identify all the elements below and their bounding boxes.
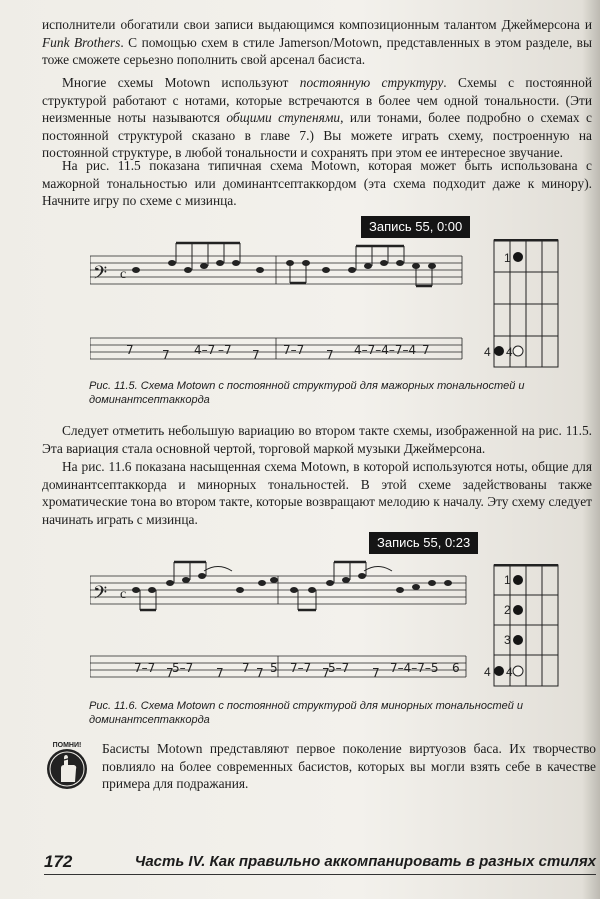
svg-text:ПОМНИ!: ПОМНИ! xyxy=(52,742,82,749)
footer-rule xyxy=(44,874,596,875)
svg-text:7: 7 xyxy=(252,348,260,362)
svg-text:3: 3 xyxy=(504,633,511,647)
svg-text:7–7: 7–7 xyxy=(283,343,305,357)
svg-text:7: 7 xyxy=(256,666,264,680)
svg-text:7: 7 xyxy=(326,348,334,362)
svg-text:𝄢: 𝄢 xyxy=(93,583,108,608)
svg-text:5: 5 xyxy=(270,661,278,675)
svg-text:7: 7 xyxy=(126,343,134,357)
paragraph-5: На рис. 11.6 показана насыщенная схема Motown, в которой используются ноты, общие для доминантсептаккорда и минорных тональностей. В этой схеме задействованы также хроматические тона во втором такте, которые возвращают мелодию к началу. Эту схему следует начинать играть с мизинца. xyxy=(42,459,592,527)
svg-text:4: 4 xyxy=(484,345,491,359)
paragraph-3: На рис. 11.5 показана типичная схема Motown, которая может быть использована с мажорной тональностью или доминантсептаккордом (эта схема подходит даже к минору). Начните игру по схеме с мизинца. xyxy=(42,158,592,209)
svg-text:1: 1 xyxy=(504,573,511,587)
svg-text:4–7–4–7–4: 4–7–4–7–4 xyxy=(354,343,417,357)
recording-label-2: Запись 55, 0:23 xyxy=(369,532,478,554)
svg-text:7: 7 xyxy=(162,348,170,362)
svg-text:c: c xyxy=(120,587,127,602)
svg-text:𝄢: 𝄢 xyxy=(93,263,108,288)
svg-text:7–4–7–5: 7–4–7–5 xyxy=(390,661,439,675)
svg-text:7–7: 7–7 xyxy=(290,661,312,675)
svg-text:7: 7 xyxy=(216,666,224,680)
remember-icon xyxy=(44,738,90,792)
remember-text: Басисты Motown представляют первое поколение виртуозов баса. Их творчество повлияло на более современных басистов, которых вы могли взять себе в качестве примера для подражания. xyxy=(102,741,596,792)
svg-text:7: 7 xyxy=(242,661,250,675)
svg-text:2: 2 xyxy=(504,603,511,617)
page-number: 172 xyxy=(44,852,73,871)
figure-11-6-notation xyxy=(90,554,470,686)
paragraph-1: исполнители обогатили свои записи выдающимся композиционным талантом Джеймерсона и Funk Brothers. С помощью схем в стиле Jamerson/Motown, представленных в этом разделе, вы тоже сможете серьезно пополнить свой арсенал басиста. xyxy=(42,17,592,68)
svg-text:1: 1 xyxy=(504,251,511,265)
figure-caption-1: Рис. 11.5. Схема Motown с постоянной структурой для мажорных тональностей и доминантсептаккорда xyxy=(89,380,525,406)
paragraph-2: Многие схемы Motown используют постоянную структуру. Схемы с постоянной структурой работают с нотами, которые встречаются в более чем одной тональности. (Эти неизменные ноты называются общими ступенями, или тонами, более подробно о схемах с постоянной структурой сказано в главе 7.) Вы можете играть схему, построенную на постоянной структуре, в любой тональности и сохранять при этом ее интересное звучание. xyxy=(42,75,592,161)
svg-text:–7: –7 xyxy=(218,343,232,357)
svg-text:4–7: 4–7 xyxy=(194,343,216,357)
svg-text:7: 7 xyxy=(422,343,430,357)
paragraph-4: Следует отметить небольшую вариацию во втором такте схемы, изображенной на рис. 11.5. Эта вариация стала основной чертой, торговой маркой музыки Джеймерсона. xyxy=(42,423,592,456)
svg-text:7: 7 xyxy=(372,666,380,680)
svg-text:7–7: 7–7 xyxy=(134,661,156,675)
running-title: Часть IV. Как правильно аккомпанировать в разных стилях xyxy=(134,853,596,870)
svg-text:5–7: 5–7 xyxy=(328,661,350,675)
svg-text:4: 4 xyxy=(506,665,513,679)
svg-text:6: 6 xyxy=(452,661,460,675)
svg-text:7: 7 xyxy=(322,666,330,680)
fretboard-diagram-2 xyxy=(480,564,562,688)
svg-text:7: 7 xyxy=(166,666,174,680)
figure-11-5-notation xyxy=(90,238,466,370)
svg-text:4: 4 xyxy=(484,665,491,679)
svg-text:c: c xyxy=(120,267,127,282)
page-footer xyxy=(44,852,596,872)
svg-text:4: 4 xyxy=(506,345,513,359)
svg-text:5–7: 5–7 xyxy=(172,661,194,675)
recording-label-1: Запись 55, 0:00 xyxy=(361,216,470,238)
fretboard-diagram-1 xyxy=(480,239,562,369)
figure-caption-2: Рис. 11.6. Схема Motown с постоянной структурой для минорных тональностей и доминантсептаккорда xyxy=(89,700,524,726)
